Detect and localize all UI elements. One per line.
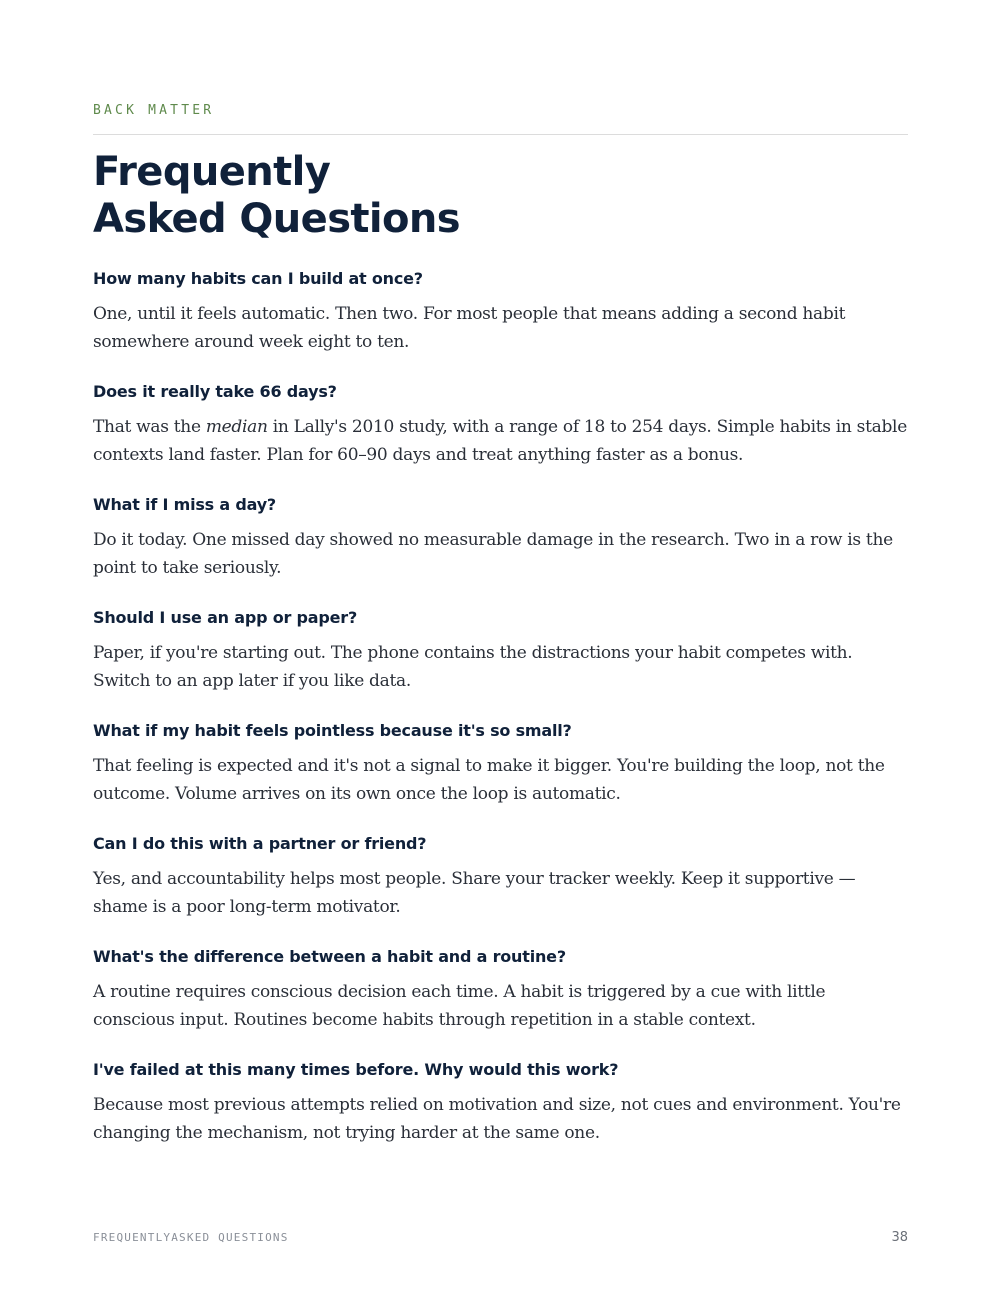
faq-item bbox=[93, 720, 908, 833]
faq-question: What's the difference between a habit and a routine? bbox=[93, 947, 566, 966]
header-divider bbox=[93, 134, 908, 135]
faq-answer: Do it today. One missed day showed no measurable damage in the research. Two in a row is the point to take seriously. bbox=[93, 530, 893, 578]
faq-item bbox=[93, 946, 908, 1059]
faq-answer-text: in Lally's 2010 study, with a range of 18 to 254 days. Simple habits in stable contexts land faster. Plan for 60–90 days and treat anything faster as a bonus. bbox=[93, 417, 907, 465]
page-title bbox=[93, 149, 460, 243]
faq-answer bbox=[93, 413, 908, 469]
faq-item bbox=[93, 1059, 908, 1172]
faq-answer-emphasis: median bbox=[205, 417, 268, 437]
faq-question: Does it really take 66 days? bbox=[93, 382, 337, 401]
faq-answer: One, until it feels automatic. Then two. For most people that means adding a second habit somewhere around week eight to ten. bbox=[93, 304, 846, 352]
faq-answer: Paper, if you're starting out. The phone contains the distractions your habit competes with. Switch to an app later if you like data. bbox=[93, 643, 853, 691]
faq-answer: Because most previous attempts relied on motivation and size, not cues and environment. You're changing the mechanism, not trying harder at the same one. bbox=[93, 1095, 901, 1143]
faq-answer: A routine requires conscious decision each time. A habit is triggered by a cue with little conscious input. Routines become habits through repetition in a stable context. bbox=[93, 982, 826, 1030]
faq-answer-text: That was the bbox=[93, 417, 206, 437]
faq-question: How many habits can I build at once? bbox=[93, 269, 423, 288]
faq-question: I've failed at this many times before. Why would this work? bbox=[93, 1060, 619, 1079]
faq-question: What if my habit feels pointless because it's so small? bbox=[93, 721, 572, 740]
faq-list bbox=[93, 268, 908, 1172]
page-title-line-2: Asked Questions bbox=[93, 196, 460, 242]
faq-question: Can I do this with a partner or friend? bbox=[93, 834, 427, 853]
faq-answer: Yes, and accountability helps most people. Share your tracker weekly. Keep it supportive — shame is a poor long-term motivator. bbox=[93, 869, 856, 917]
faq-answer: That feeling is expected and it's not a signal to make it bigger. You're building the loop, not the outcome. Volume arrives on its own once the loop is automatic. bbox=[93, 756, 885, 804]
faq-item bbox=[93, 607, 908, 720]
faq-item bbox=[93, 381, 908, 494]
faq-item bbox=[93, 268, 908, 381]
faq-question: What if I miss a day? bbox=[93, 495, 277, 514]
page-title-line-1: Frequently bbox=[93, 149, 331, 195]
section-eyebrow: BACK MATTER bbox=[93, 103, 215, 118]
faq-item bbox=[93, 833, 908, 946]
faq-item bbox=[93, 494, 908, 607]
page-number: 38 bbox=[891, 1230, 908, 1245]
faq-question: Should I use an app or paper? bbox=[93, 608, 358, 627]
running-footer-title: FREQUENTLYASKED QUESTIONS bbox=[93, 1231, 289, 1244]
